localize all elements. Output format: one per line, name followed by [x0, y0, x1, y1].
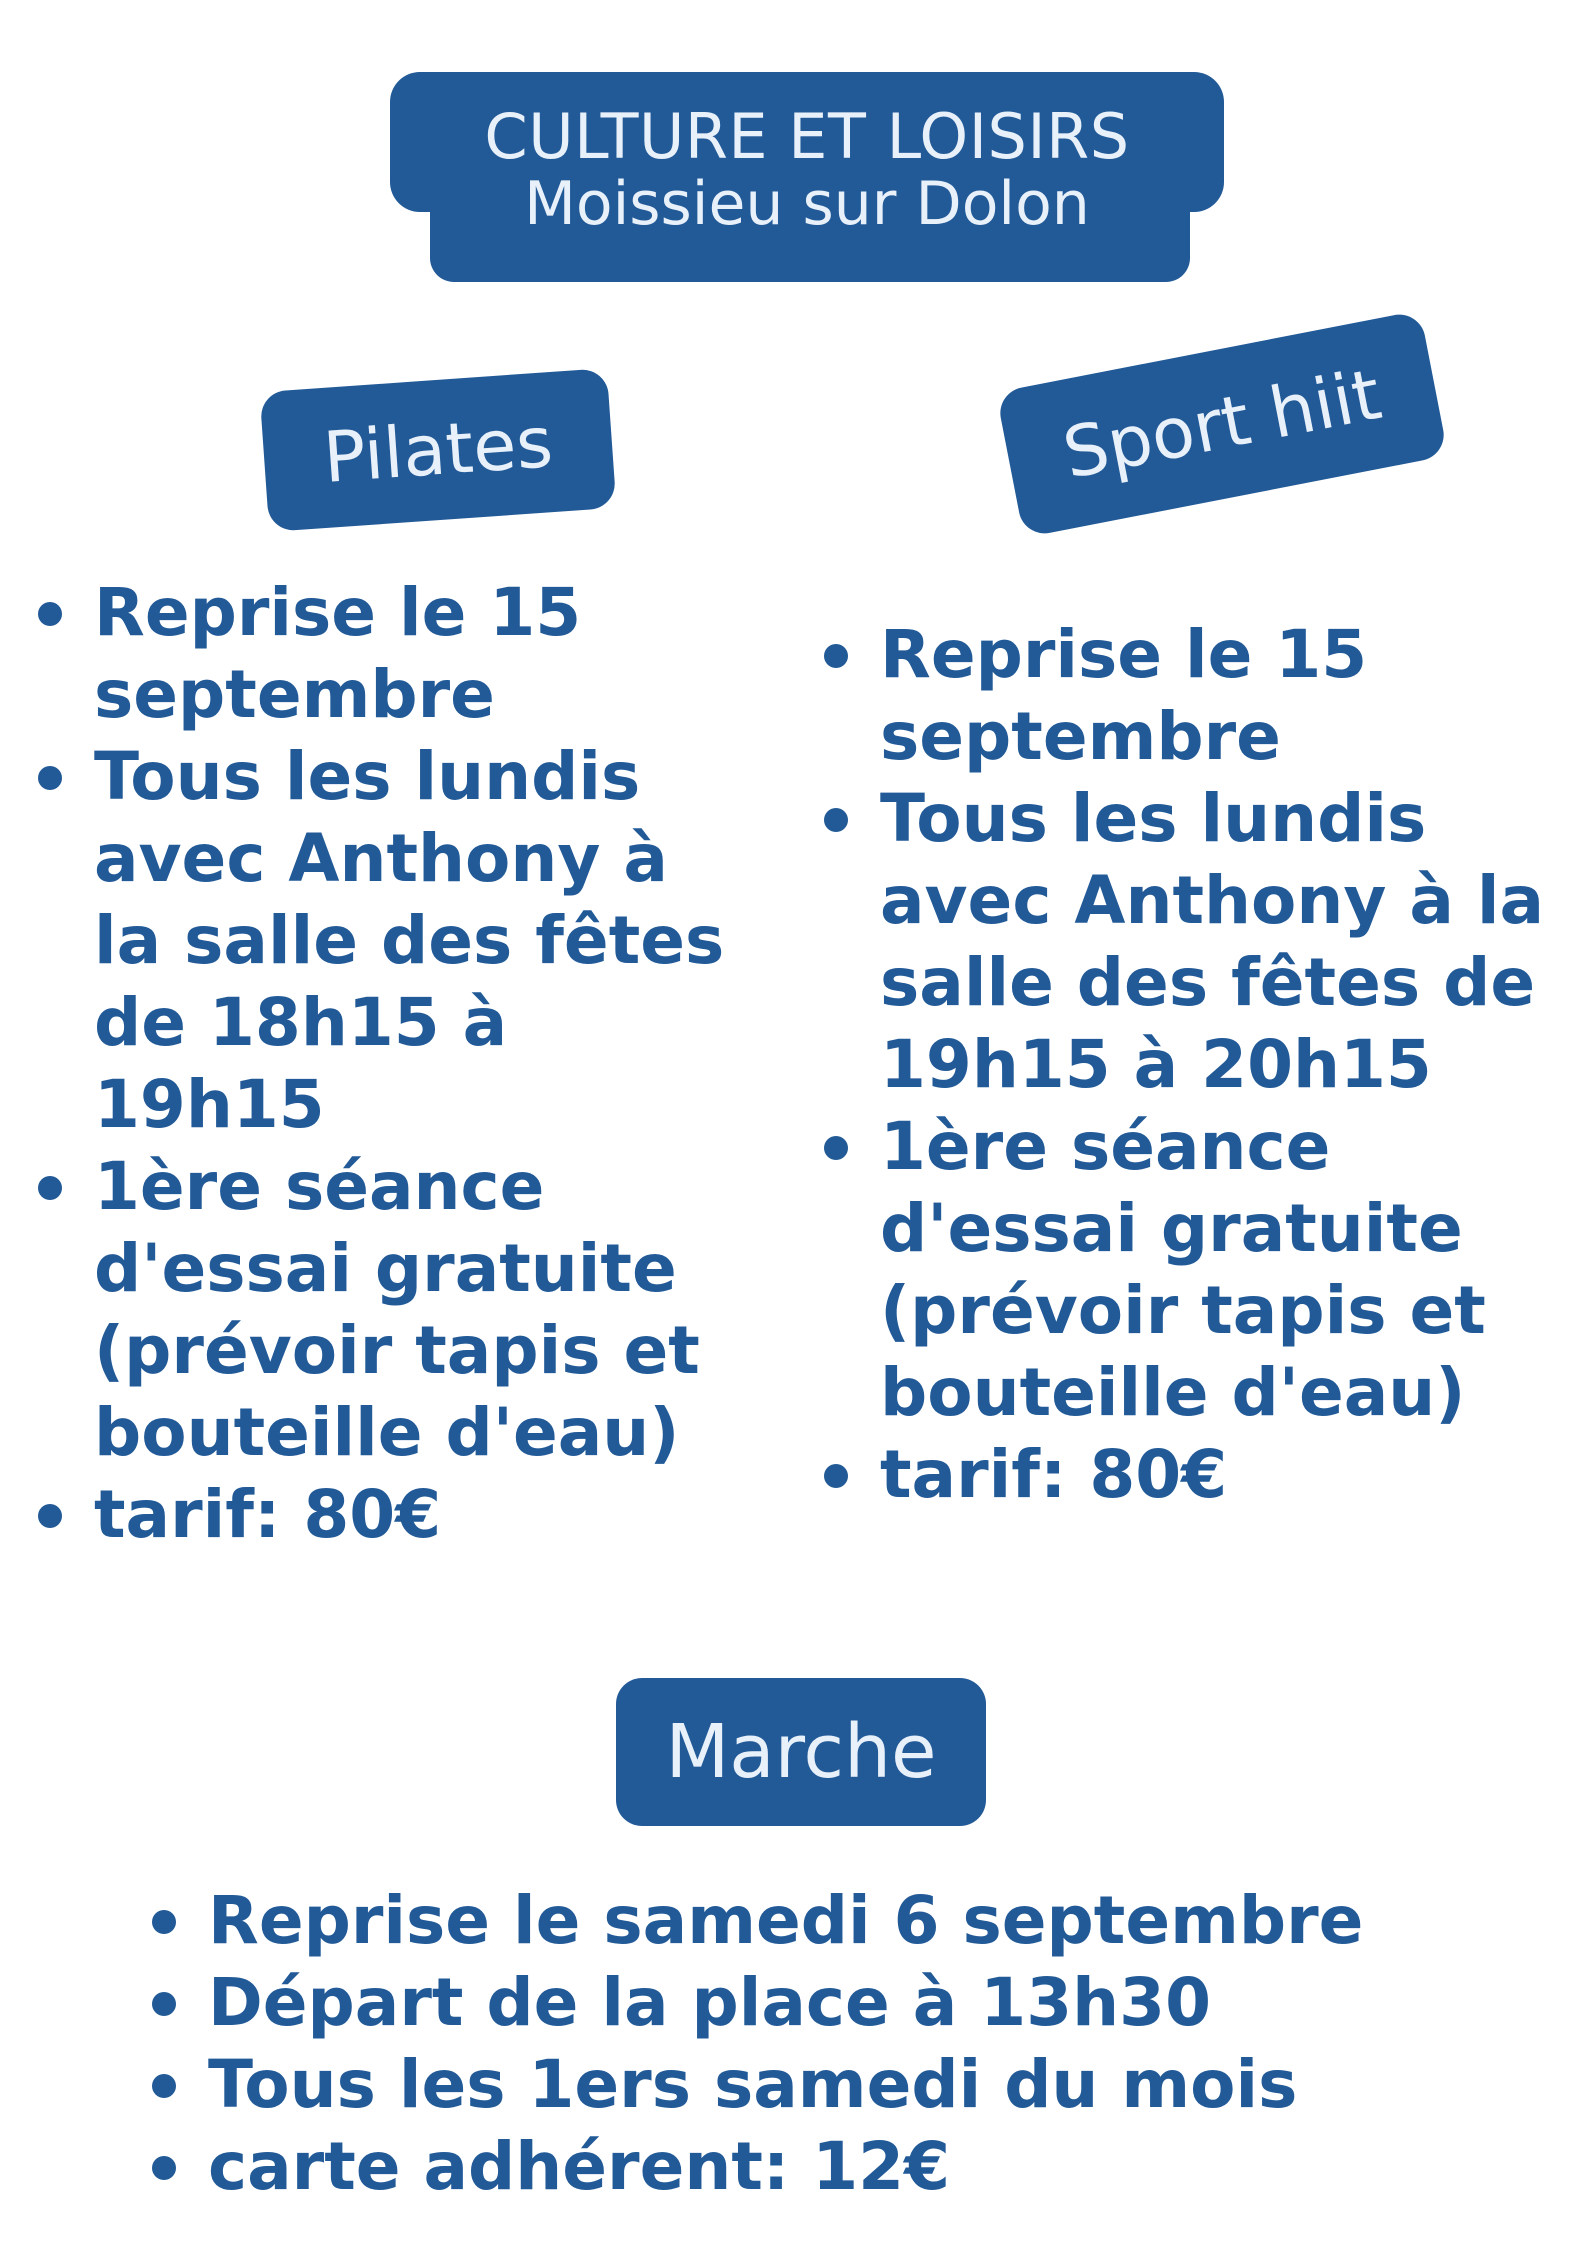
bullet-icon: [824, 1136, 848, 1160]
bullet-icon: [824, 1464, 848, 1488]
list-item-text: carte adhérent: 12€: [208, 2128, 951, 2205]
bullet-icon: [152, 1910, 176, 1934]
bullet-icon: [38, 602, 62, 626]
bullet-icon: [152, 2074, 176, 2098]
list-item: [816, 778, 1556, 1106]
bullet-icon: [824, 644, 848, 668]
list-item-text: Tous les 1ers samedi du mois: [208, 2046, 1298, 2123]
list-item: [816, 1106, 1556, 1434]
list-item: [816, 614, 1556, 778]
list-item: [144, 2126, 1464, 2208]
bullet-icon: [38, 1176, 62, 1200]
list-item: [30, 572, 730, 736]
bullet-icon: [152, 1992, 176, 2016]
list-item: [144, 1962, 1464, 2044]
list-item: [30, 1474, 730, 1556]
list-item-text: tarif: 80€: [94, 1476, 442, 1553]
header-banner: [390, 72, 1224, 239]
list-item-text: Tous les lundis avec Anthony à la salle des fêtes de 19h15 à 20h15: [880, 780, 1545, 1103]
town-name: Moissieu sur Dolon: [524, 169, 1090, 239]
pilates-info-list: [30, 572, 730, 1556]
list-item: [144, 2044, 1464, 2126]
list-item-text: Reprise le 15 septembre: [880, 616, 1368, 775]
list-item: [816, 1434, 1556, 1516]
list-item: [30, 1146, 730, 1474]
marche-info-list: [144, 1880, 1464, 2208]
list-item-text: Reprise le samedi 6 septembre: [208, 1882, 1364, 1959]
list-item-text: tarif: 80€: [880, 1436, 1228, 1513]
pilates-title-badge: Pilates: [260, 368, 617, 532]
marche-title-badge: Marche: [616, 1678, 986, 1826]
list-item: [144, 1880, 1464, 1962]
hiit-title-badge: Sport hiit: [996, 310, 1448, 538]
list-item-text: Départ de la place à 13h30: [208, 1964, 1211, 2041]
list-item-text: Tous les lundis avec Anthony à la salle des fêtes de 18h15 à 19h15: [94, 738, 725, 1143]
list-item-text: 1ère séance d'essai gratuite (prévoir tapis et bouteille d'eau): [94, 1148, 700, 1471]
bullet-icon: [38, 1504, 62, 1528]
hiit-info-list: [816, 614, 1556, 1516]
bullet-icon: [38, 766, 62, 790]
list-item-text: 1ère séance d'essai gratuite (prévoir tapis et bouteille d'eau): [880, 1108, 1486, 1431]
bullet-icon: [824, 808, 848, 832]
club-name: CULTURE ET LOISIRS: [484, 100, 1130, 173]
list-item: [30, 736, 730, 1146]
list-item-text: Reprise le 15 septembre: [94, 574, 582, 733]
bullet-icon: [152, 2156, 176, 2180]
